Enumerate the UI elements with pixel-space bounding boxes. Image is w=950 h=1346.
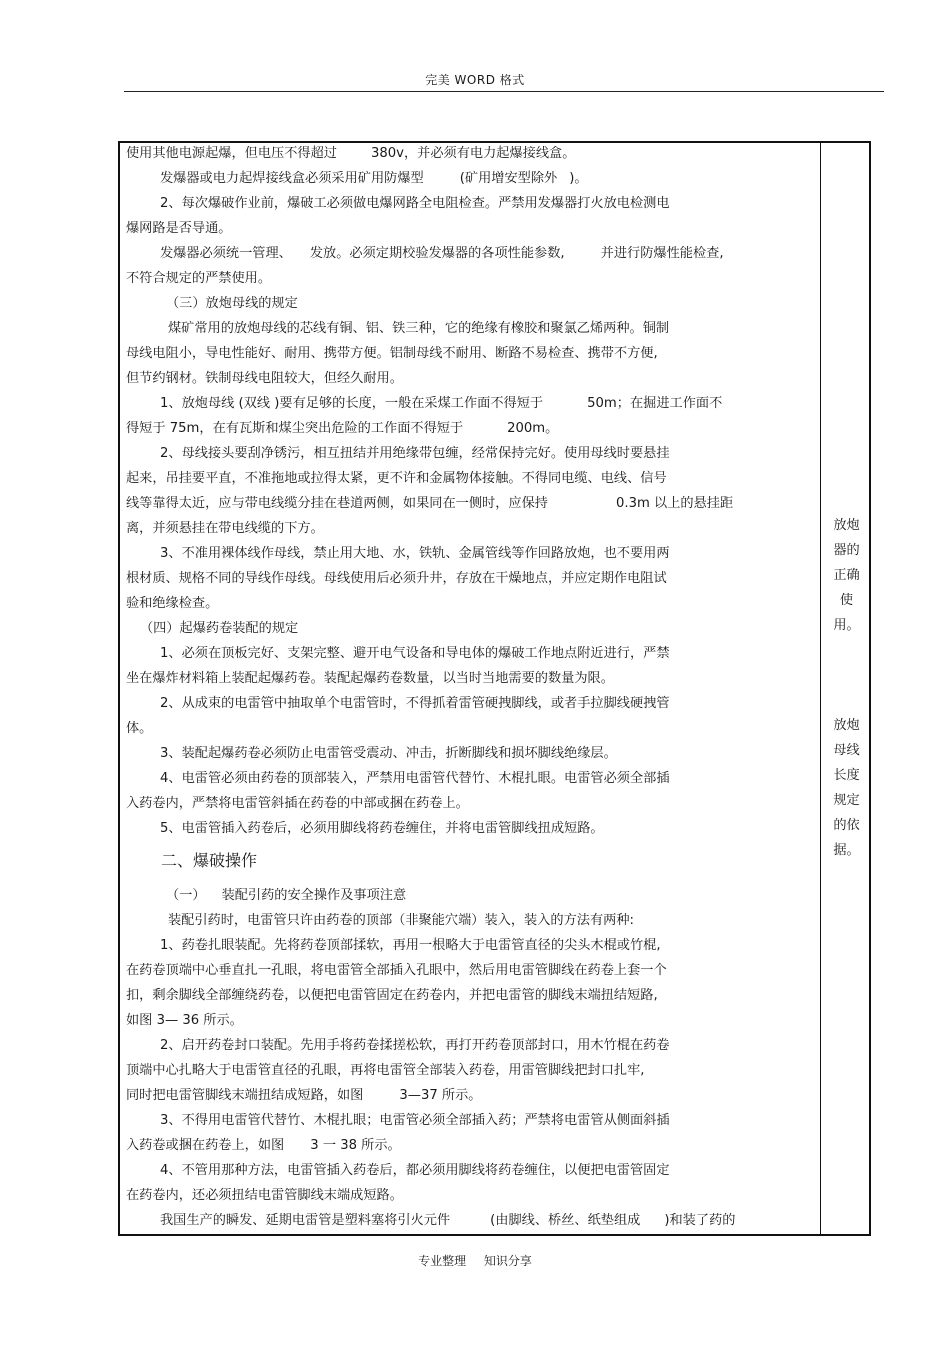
- text-line: 得短于 75m，在有瓦斯和煤尘突出危险的工作面不得短于 200m。: [126, 421, 559, 436]
- subsection-title: （四）起爆药卷装配的规定: [140, 621, 299, 636]
- page-header: 完美 WORD 格式: [425, 73, 525, 87]
- column-divider: [820, 141, 821, 1236]
- side-note-detonator-use: 放炮 器的 正确 使 用。: [833, 518, 860, 633]
- text-line: 3、不准用裸体线作母线，禁止用大地、水，铁轨、金属管线等作回路放炮，也不要用两: [160, 546, 670, 561]
- text-line: 离，并须悬挂在带电线缆的下方。: [126, 521, 324, 536]
- subsection-title: （三）放炮母线的规定: [166, 296, 298, 311]
- text-line: 入药卷内，严禁将电雷管斜插在药卷的中部或捆在药卷上。: [126, 796, 469, 811]
- text-line: 2、启开药卷封口装配。先用手将药卷揉搓松软，再打开药卷顶部封口，用木竹棍在药卷: [160, 1038, 670, 1053]
- text-line: 爆网路是否导通。: [126, 221, 232, 236]
- text-line: 入药卷或捆在药卷上，如图 3 一 38 所示。: [126, 1138, 401, 1153]
- text-line: 根材质、规格不同的导线作母线。母线使用后必须升井，存放在干燥地点，并应定期作电阻试: [126, 571, 667, 586]
- text-line: 扣，剩余脚线全部缠绕药卷，以便把电雷管固定在药卷内，并把电雷管的脚线末端扭结短路,: [126, 988, 658, 1003]
- side-note-busline-length: 放炮 母线 长度 规定 的依 据。: [833, 718, 860, 858]
- text-line: 同时把电雷管脚线末端扭结成短路，如图 3—37 所示。: [126, 1088, 482, 1103]
- text-line: 体。: [126, 721, 153, 736]
- main-content: [126, 141, 811, 1233]
- text-line: 线等靠得太近，应与带电线缆分挂在巷道两侧，如果同在一侧时，应保持 0.3m 以上的悬挂距: [126, 496, 734, 511]
- header-rule: [124, 91, 884, 92]
- text-line: 起来，吊挂要平直，不准拖地或拉得太紧，更不许和金属物体接触。不得同电缆、电线、信号: [126, 471, 667, 486]
- text-line: 我国生产的瞬发、延期电雷管是塑料塞将引火元件 (由脚线、桥丝、纸垫组成 )和装了药的: [160, 1213, 736, 1228]
- text-line: 在药卷内，还必须扭结电雷管脚线末端成短路。: [126, 1188, 403, 1203]
- text-line: 如图 3— 36 所示。: [126, 1013, 243, 1028]
- text-line: 顶端中心扎略大于电雷管直径的孔眼，再将电雷管全部装入药卷，用雷管脚线把封口扎牢,: [126, 1063, 645, 1078]
- text-line: 3、不得用电雷管代替竹、木棍扎眼；电雷管必须全部插入药；严禁将电雷管从侧面斜插: [160, 1113, 670, 1128]
- text-line: 1、放炮母线 (双线 )要有足够的长度，一般在采煤工作面不得短于 50m；在掘进工作面不: [160, 396, 723, 411]
- text-line: 1、药卷扎眼装配。先将药卷顶部揉软，再用一根略大于电雷管直径的尖头木棍或竹棍,: [160, 938, 661, 953]
- text-line: 4、电雷管必须由药卷的顶部装入，严禁用电雷管代替竹、木棍扎眼。电雷管必须全部插: [160, 771, 670, 786]
- text-line: 装配引药时，电雷管只许由药卷的顶部（非聚能穴端）装入，装入的方法有两种:: [168, 913, 635, 928]
- text-line: 2、每次爆破作业前，爆破工必须做电爆网路全电阻检查。严禁用发爆器打火放电检测电: [160, 196, 670, 211]
- text-line: 发爆器必须统一管理、 发放。必须定期校验发爆器的各项性能参数, 并进行防爆性能检查,: [160, 246, 724, 261]
- text-line: 2、母线接头要刮净锈污，相互扭结并用绝缘带包缠，经常保持完好。使用母线时要悬挂: [160, 446, 670, 461]
- text-line: 发爆器或电力起焊接线盒必须采用矿用防爆型 (矿用增安型除外 )。: [160, 171, 588, 186]
- text-line: 1、必须在顶板完好、支架完整、避开电气设备和导电体的爆破工作地点附近进行，严禁: [160, 646, 670, 661]
- text-line: 使用其他电源起爆，但电压不得超过 380v，并必须有电力起爆接线盒。: [126, 146, 576, 161]
- text-line: 验和绝缘检查。: [126, 596, 219, 611]
- text-line: 在药卷顶端中心垂直扎一孔眼，将电雷管全部插入孔眼中，然后用电雷管脚线在药卷上套一个: [126, 963, 667, 978]
- subsection-title: （一） 装配引药的安全操作及事项注意: [166, 888, 407, 903]
- page-footer: 专业整理 知识分享: [418, 1254, 532, 1268]
- text-line: 母线电阻小，导电性能好、耐用、携带方便。铝制母线不耐用、断路不易检查、携带不方便,: [126, 346, 658, 361]
- text-line: 不符合规定的严禁使用。: [126, 271, 272, 286]
- text-line: 3、装配起爆药卷必须防止电雷管受震动、冲击，折断脚线和损坏脚线绝缘层。: [160, 746, 617, 761]
- text-line: 坐在爆炸材料箱上装配起爆药卷。装配起爆药卷数量，以当时当地需要的数量为限。: [126, 671, 614, 686]
- text-line: 煤矿常用的放炮母线的芯线有铜、铝、铁三种，它的绝缘有橡胶和聚氯乙烯两种。铜制: [168, 321, 670, 336]
- text-line: 2、从成束的电雷管中抽取单个电雷管时，不得抓着雷管硬拽脚线，或者手拉脚线硬拽管: [160, 696, 670, 711]
- text-line: 但节约钢材。铁制母线电阻较大，但经久耐用。: [126, 371, 403, 386]
- text-line: 5、电雷管插入药卷后，必须用脚线将药卷缠住，并将电雷管脚线扭成短路。: [160, 821, 604, 836]
- section-title: 二、爆破操作: [161, 851, 258, 870]
- text-line: 4、不管用那种方法，电雷管插入药卷后，都必须用脚线将药卷缠住，以便把电雷管固定: [160, 1163, 670, 1178]
